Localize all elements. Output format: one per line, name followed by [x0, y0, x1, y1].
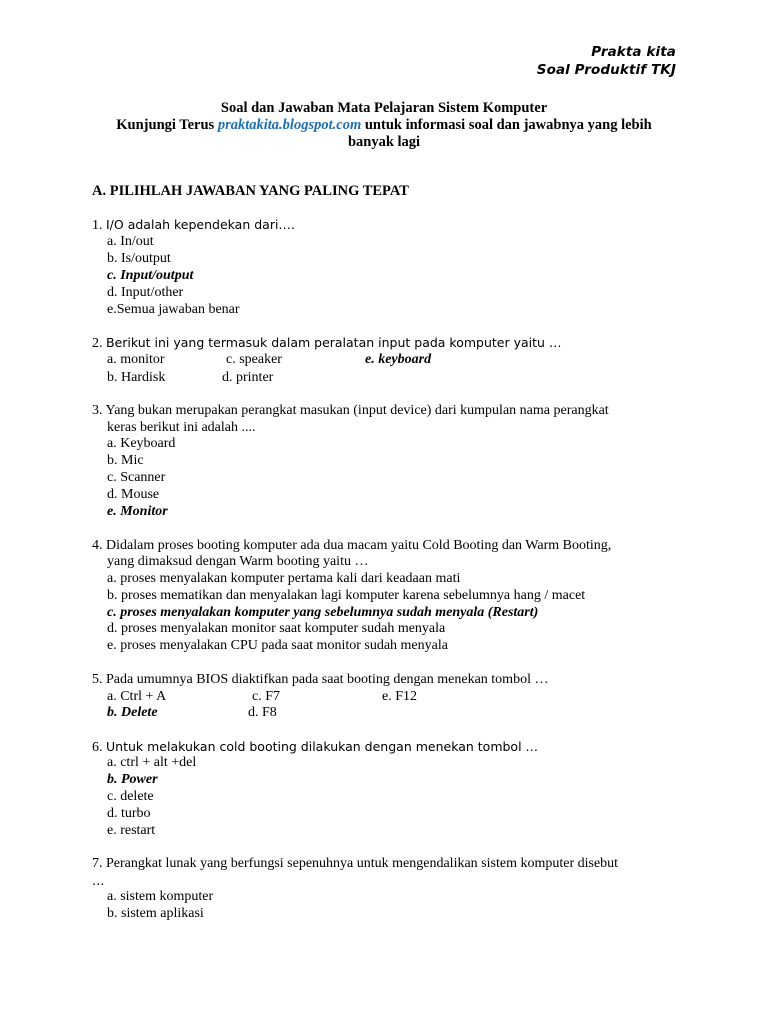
question-7: 7. Perangkat lunak yang berfungsi sepenuhnya untuk mengendalikan sistem komputer disebut: [92, 856, 619, 871]
brand-subtitle: Soal Produktif TKJ: [536, 62, 676, 78]
question-text: Pada umumnya BIOS diaktifkan pada saat booting dengan menekan tombol …: [106, 672, 549, 687]
q1-option-c-answer: c. Input/output: [107, 268, 194, 283]
question-5: [92, 671, 548, 688]
visit-line-cont: banyak lagi: [347, 134, 421, 150]
q2-option-d: d. printer: [222, 370, 274, 385]
q7-option-b: b. sistem aplikasi: [107, 906, 204, 921]
q2-option-e-answer: e. keyboard: [365, 352, 432, 367]
q4-option-a: a. proses menyalakan komputer pertama kali dari keadaan mati: [107, 571, 461, 586]
q6-option-a: a. ctrl + alt +del: [107, 755, 197, 770]
document-title: Soal dan Jawaban Mata Pelajaran Sistem Komputer: [220, 100, 548, 116]
q6-option-b-answer: b. Power: [107, 772, 158, 787]
q2-option-a: a. monitor: [107, 352, 165, 367]
question-number: 2.: [92, 336, 103, 351]
question-text: Berikut ini yang termasuk dalam peralatan input pada komputer yaitu …: [106, 335, 562, 350]
question-number: 6.: [92, 740, 103, 755]
question-3: 3. Yang bukan merupakan perangkat masukan (input device) dari kumpulan nama perangkat: [92, 403, 609, 418]
question-4-cont: [107, 553, 368, 570]
question-7-cont: …: [92, 873, 105, 888]
q3-option-b: b. Mic: [107, 453, 144, 468]
visit-line: [80, 117, 688, 134]
q6-option-e: e. restart: [107, 823, 156, 838]
question-number: 5.: [92, 672, 103, 687]
question-text: yang dimaksud dengan Warm booting yaitu …: [107, 554, 369, 569]
question-text: Untuk melakukan cold booting dilakukan dengan menekan tombol …: [106, 739, 539, 754]
brand-title: Prakta kita: [591, 44, 676, 60]
visit-suffix: untuk informasi soal dan jawabnya yang lebih: [364, 117, 652, 133]
q3-option-a: a. Keyboard: [107, 436, 176, 451]
question-1: [92, 216, 295, 234]
blog-link[interactable]: praktakita.blogspot.com: [217, 117, 362, 133]
q1-option-d: d. Input/other: [107, 285, 184, 300]
question-number: 1.: [92, 218, 103, 233]
question-3-cont: keras berikut ini adalah ....: [107, 420, 256, 435]
q4-option-b: b. proses mematikan dan menyalakan lagi komputer karena sebelumnya hang / macet: [107, 588, 586, 603]
q3-option-c: c. Scanner: [107, 470, 166, 485]
q2-option-c: c. speaker: [226, 352, 282, 367]
q2-option-b: b. Hardisk: [107, 370, 166, 385]
q4-option-d: d. proses menyalakan monitor saat komputer sudah menyala: [107, 621, 446, 636]
question-text: I/O adalah kependekan dari….: [106, 217, 295, 232]
visit-prefix: Kunjungi Terus: [116, 117, 215, 133]
question-2: [92, 334, 561, 352]
q1-option-a: a. In/out: [107, 234, 154, 249]
q3-option-d: d. Mouse: [107, 487, 160, 502]
q6-option-c: c. delete: [107, 789, 154, 804]
q4-option-c-answer: c. proses menyalakan komputer yang sebelumnya sudah menyala (Restart): [107, 605, 539, 620]
q6-option-d: d. turbo: [107, 806, 151, 821]
q1-option-b: b. Is/output: [107, 251, 171, 266]
q5-option-d: d. F8: [248, 705, 277, 720]
q5-option-c: c. F7: [252, 689, 280, 704]
q7-option-a: a. sistem komputer: [107, 889, 214, 904]
section-title: A. PILIHLAH JAWABAN YANG PALING TEPAT: [92, 183, 409, 199]
q1-option-e: e.Semua jawaban benar: [107, 302, 240, 317]
q5-option-a: a. Ctrl + A: [107, 689, 167, 704]
question-4: 4. Didalam proses booting komputer ada dua macam yaitu Cold Booting dan Warm Booting,: [92, 538, 612, 553]
q3-option-e-answer: e. Monitor: [107, 504, 168, 519]
q5-option-e: e. F12: [382, 689, 417, 704]
q5-option-b-answer: b. Delete: [107, 705, 158, 720]
q4-option-e: e. proses menyalakan CPU pada saat monitor sudah menyala: [107, 638, 448, 653]
